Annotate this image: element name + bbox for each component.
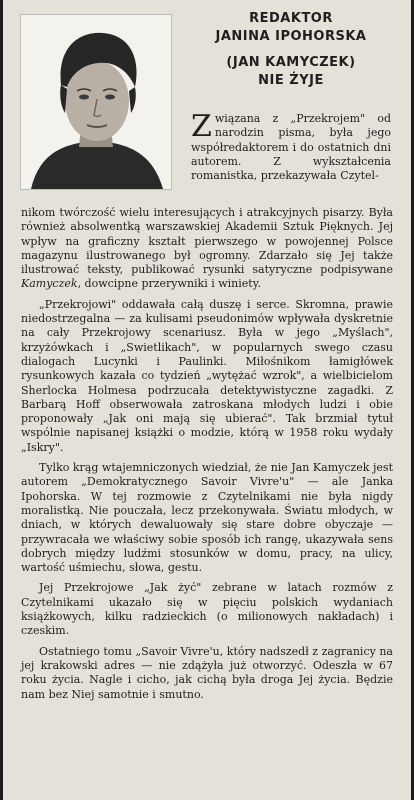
portrait-image [21, 15, 171, 189]
headline-line-4: NIE ŻYJE [258, 73, 324, 88]
headline-line-3: (JAN KAMYCZEK) [226, 55, 356, 70]
paragraph-5: Ostatniego tomu „Savoir Vivre'u, który nadszedł z zagranicy na jej krakowski adres — nie zdążyła już otworzyć. Odeszła w 67 roku życia. Nagle i cicho, jak cichą była droga Jej życia. Będzie nam bez Niej samotnie i smutno. [21, 644, 393, 701]
paragraph-4: Jej Przekrojowe „Jak żyć" zebrane w latach rozmów z Czytelnikami ukazało się w pięciu polskich wydaniach książkowych, kilku radzieckich (o milionowych nakładach) i czeskim. [21, 581, 393, 638]
lead-paragraph [191, 109, 391, 183]
article-headline [191, 10, 391, 90]
paragraph-3: Tylko krąg wtajemniczonych wiedział, że nie Jan Kamyczek jest autorem „Demokratycznego Savoir Vivre'u" — ale Janka Ipohorska. W tej rozmowie z Czytelnikami nie była nigdy moralistką. Nie pouczała, lecz przekonywała. Światu młodych, w dniach, w których dewaluowały się stare dobre obyczaje — przywracała we właściwy sobie sposób ich rangę, ukazywała sens dobrych między ludźmi stosunków w domu, pracy, na ulicy, wartość uśmiechu, słowa, gestu. [21, 461, 393, 575]
portrait-photo [20, 14, 172, 190]
article-body [21, 206, 393, 708]
drop-cap: Z [191, 109, 212, 144]
headline-line-2: JANINA IPOHORSKA [215, 29, 367, 44]
paragraph-2: „Przekrojowi" oddawała całą duszę i serce. Skromna, prawie niedostrzegalna — za kulisami pseudonimów wpływała dyskretnie na cały Przekrojowy scenariusz. Była w jego „Myślach", krzyżówkach i „Swietlikach", w popularnych swego czasu dialogach Lucynki i Paulinki. Miłośnikom łamigłówek rysunkowych kazała co tydzień „wytężać wzrok", a wielbicielom Sherlocka Holmesa podrzucała detektywistyczne zagadki. Z Barbarą Hoff obserwowała zatroskana młodych ludzi i obie proponowały „Jak oni mają się ubierać". Tak brzmiał tytuł wspólnie napisanej książki o modzie, którą w 1958 roku wydały „Iskry". [21, 297, 393, 454]
paragraph-1-text: nikom twórczość wielu interesujących i atrakcyjnych pisarzy. Była również absolwentką warszawskiej Akademii Sztuk Pięknych. Jej wpływ na graficzny kształt pierwszego w powojennej Polsce magazynu ilustrowanego był ogromny. Zdarzało się Jej także ilustrować teksty, publikować rysunki satyryczne podpisywane [21, 206, 393, 277]
paragraph-1-continued [21, 206, 393, 292]
article-lead-column [191, 109, 391, 189]
lead-text: wiązana z „Przekrojem" od narodzin pisma, była jego współredaktorem i do ostatnich dni autorem. Z wykształcenia romanistka, przekazywała Czytel- [191, 112, 391, 183]
pseudonym-kamyczek: Kamyczek [21, 277, 78, 291]
paragraph-1-end: , dowcipne przerywniki i winiety. [77, 277, 261, 291]
headline-line-1: REDAKTOR [249, 11, 333, 26]
